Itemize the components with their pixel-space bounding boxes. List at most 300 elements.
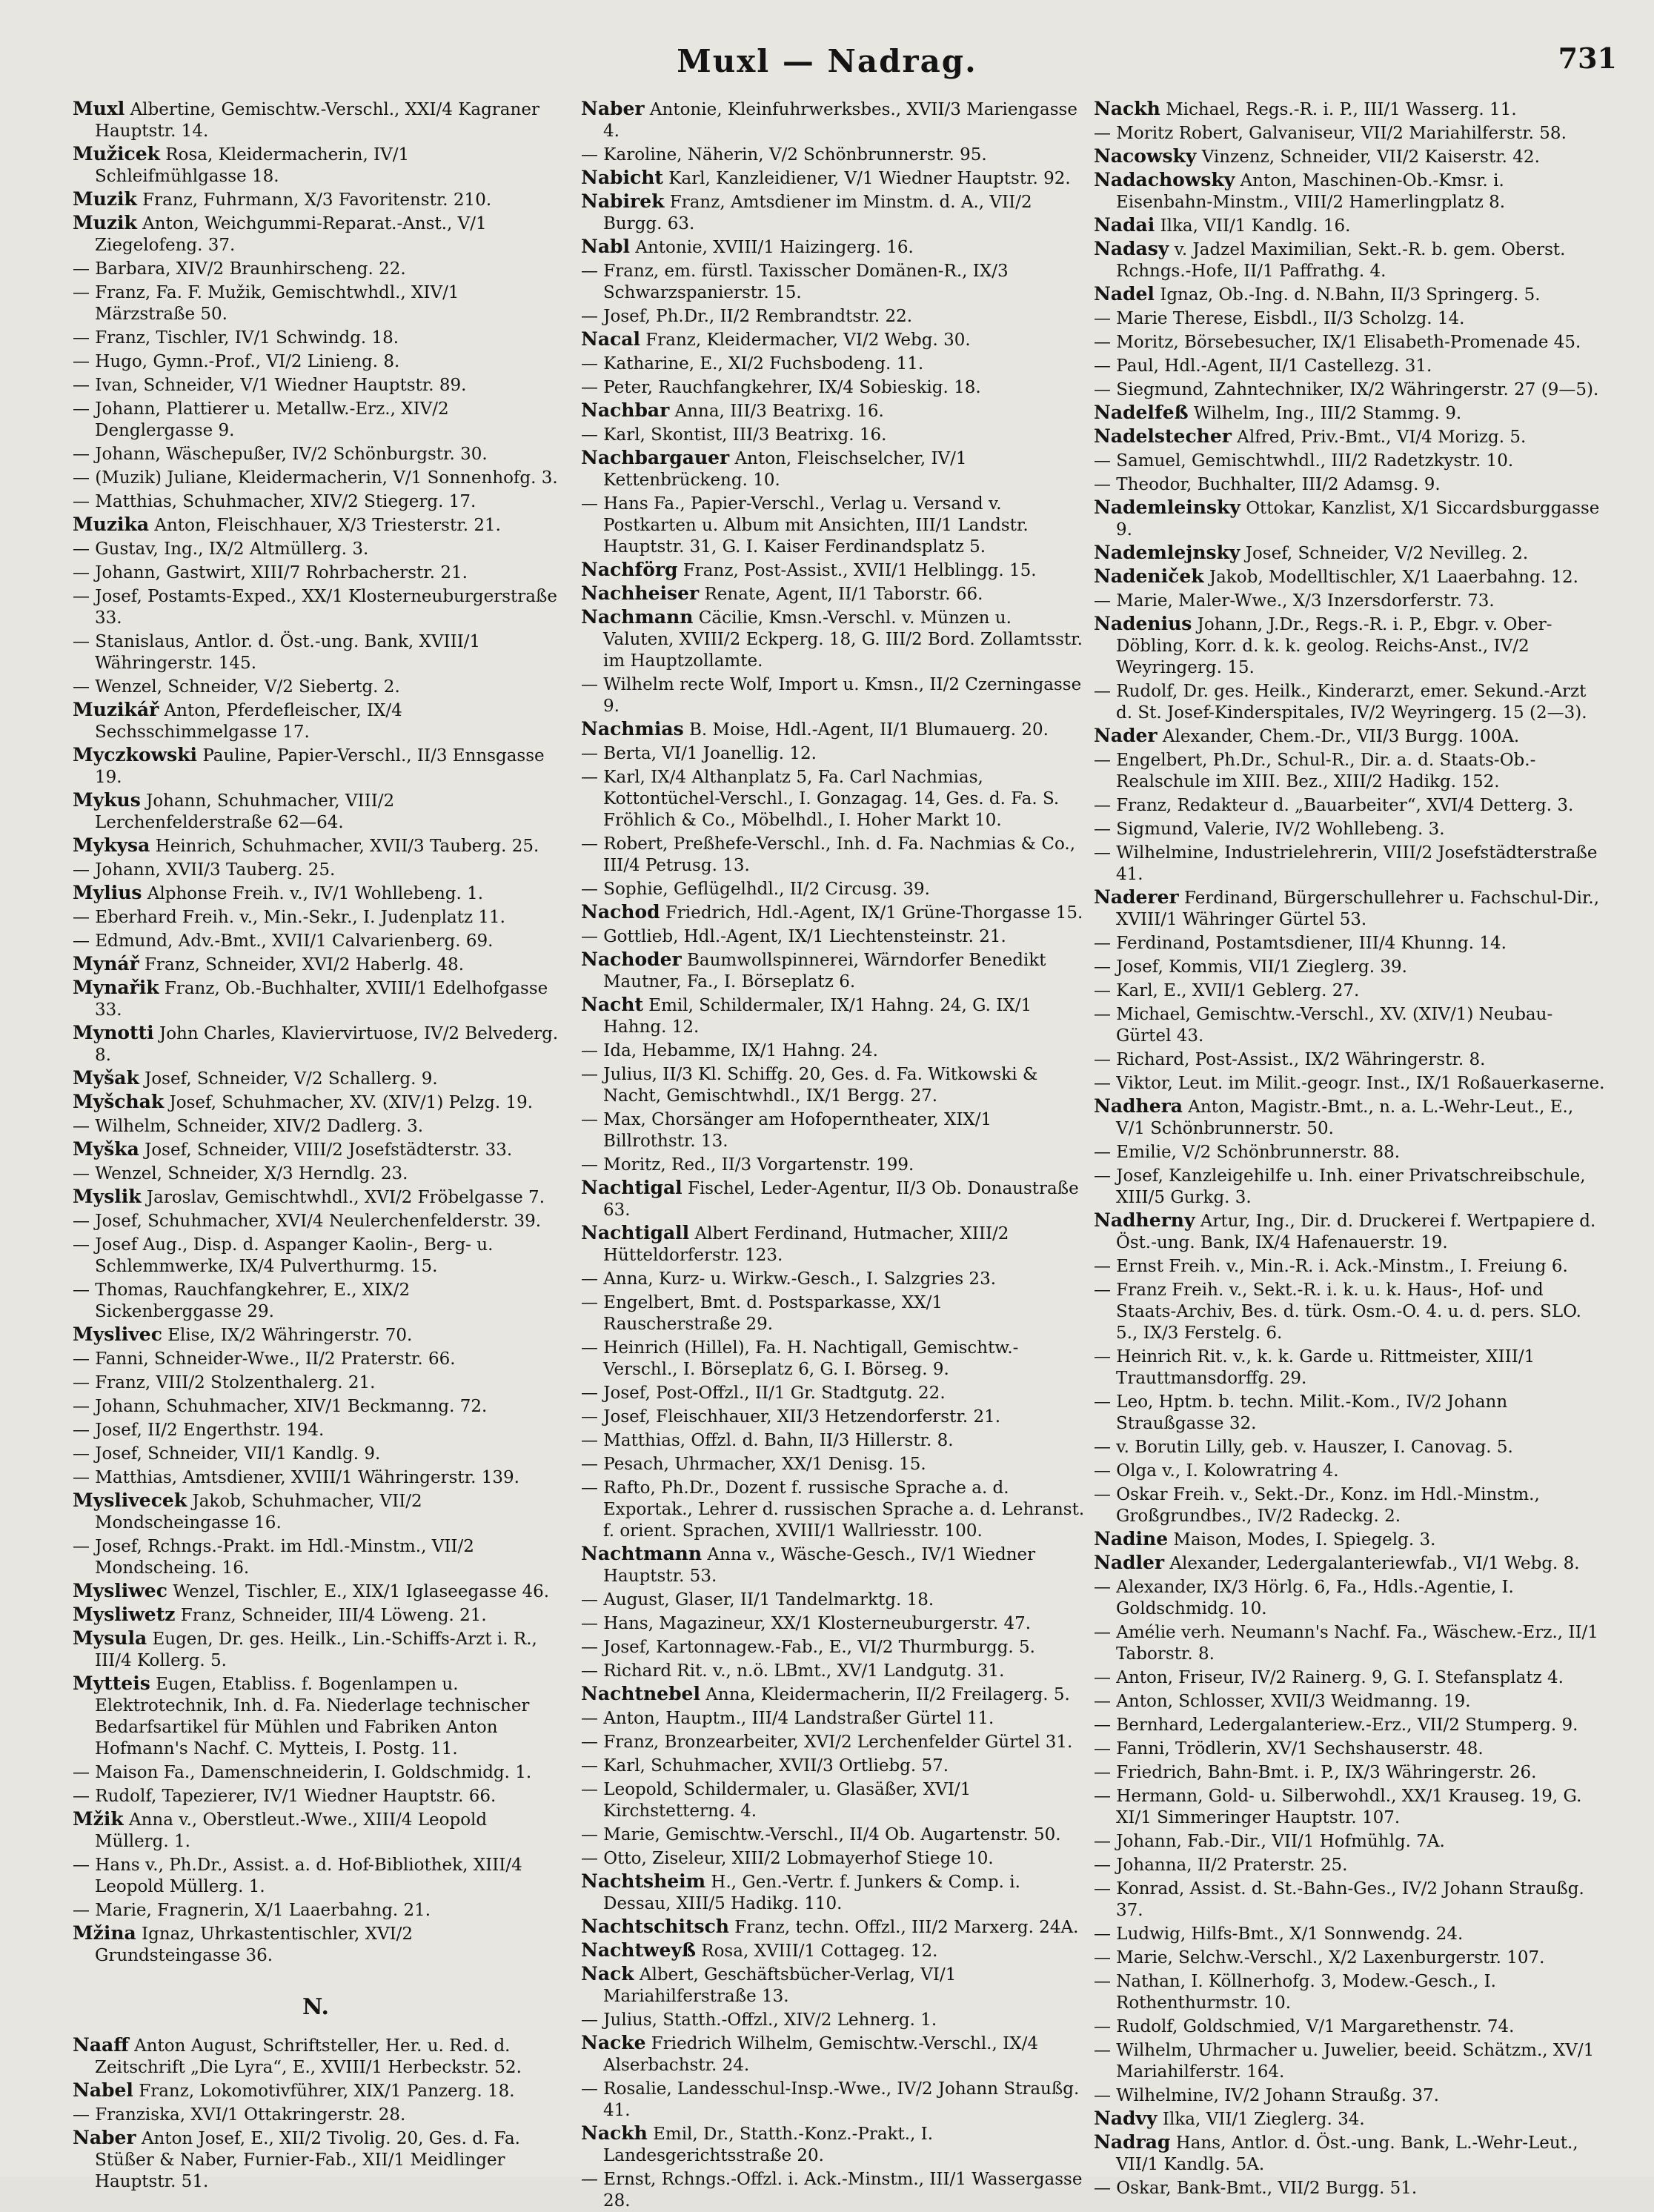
entry-details: — Johann, Plattierer u. Metallw.-Erz., XIV/2 Denglergasse 9.	[73, 399, 449, 440]
directory-entry	[1094, 1095, 1605, 1140]
directory-entry	[1094, 817, 1605, 840]
entry-details: Jakob, Schuhmacher, VII/2 Mondscheingasse 16.	[95, 1492, 422, 1532]
directory-entry	[581, 1063, 1085, 1107]
directory-entry	[581, 765, 1085, 831]
directory-entry	[581, 1222, 1085, 1266]
entry-details: — Josef, Kanzleigehilfe u. Inh. einer Privatschreibschule, XIII/5 Gurkg. 3.	[1094, 1166, 1586, 1207]
entry-details: John Charles, Klaviervirtuose, IV/2 Belvederg. 8.	[95, 1024, 559, 1065]
directory-entry	[581, 1612, 1085, 1635]
directory-entry	[73, 281, 559, 325]
directory-entry	[73, 490, 559, 513]
directory-entry	[1094, 1877, 1605, 1922]
entry-details: — August, Glaser, II/1 Tandelmarktg. 18.	[581, 1590, 934, 1610]
entry-surname: Naber	[581, 98, 645, 119]
entry-details: — Franziska, XVI/1 Ottakringerstr. 28.	[73, 2105, 406, 2125]
entry-details: — Johann, Schuhmacher, XIV/1 Beckmanng. 72.	[73, 1397, 488, 1416]
entry-details: — Marie, Selchw.-Verschl., X/2 Laxenburgerstr. 107.	[1094, 1948, 1545, 1967]
directory-entry	[581, 447, 1085, 491]
entry-details: Anna v., Oberstleut.-Wwe., XIII/4 Leopold Müllerg. 1.	[95, 1810, 488, 1851]
directory-entry	[73, 561, 559, 584]
directory-entry	[1094, 283, 1605, 306]
directory-entry	[1094, 1666, 1605, 1689]
entry-details: — Josef, Kartonnagew.-Fab., E., VI/2 Thurmburgg. 5.	[581, 1638, 1035, 1657]
entry-details: Anna, Kleidermacherin, II/2 Freilagerg. 5.	[700, 1685, 1070, 1704]
entry-surname: Nackh	[581, 2122, 648, 2144]
entry-surname: Nadhera	[1094, 1095, 1183, 1117]
directory-entry	[73, 1442, 559, 1465]
directory-entry	[581, 1452, 1085, 1475]
entry-details: — Peter, Rauchfangkehrer, IX/4 Sobieskig. 18.	[581, 378, 981, 397]
directory-entry	[1094, 725, 1605, 748]
entry-details: — Anna, Kurz- u. Wirkw.-Gesch., I. Salzgries 23.	[581, 1269, 997, 1289]
entry-details: Franz, Schneider, III/4 Löweng. 21.	[175, 1606, 487, 1625]
entry-surname: Muxl	[73, 98, 125, 119]
directory-entry	[581, 606, 1085, 672]
entry-surname: Nadenius	[1094, 613, 1192, 634]
directory-entry	[73, 1604, 559, 1627]
entry-details: Emil, Schildermaler, IX/1 Hahng. 24, G. IX/1 Hahng. 12.	[603, 996, 1032, 1037]
entry-details: — Emilie, V/2 Schönbrunnerstr. 88.	[1094, 1143, 1401, 1162]
entry-surname: Nademleinsky	[1094, 496, 1240, 518]
entry-details: — Richard, Post-Assist., IX/2 Währingerstr. 8.	[1094, 1050, 1486, 1069]
directory-entry	[1094, 1528, 1605, 1551]
directory-entry	[581, 2008, 1085, 2031]
entry-surname: Nachförg	[581, 559, 678, 580]
directory-entry	[73, 744, 559, 788]
entry-details: Johann, Schuhmacher, VIII/2 Lerchenfelderstraße 62—64.	[95, 791, 395, 832]
entry-details: Rosa, Kleidermacherin, IV/1 Schleifmühlgasse 18.	[95, 145, 410, 186]
entry-details: — Heinrich Rit. v., k. k. Garde u. Rittmeister, XIII/1 Trauttmansdorffg. 29.	[1094, 1347, 1535, 1388]
directory-entry	[581, 190, 1085, 235]
directory-entry	[1094, 1390, 1605, 1435]
directory-entry	[581, 994, 1085, 1038]
directory-entry	[1094, 1072, 1605, 1095]
entry-details: Franz, Fuhrmann, X/3 Favoritenstr. 210.	[136, 190, 492, 210]
entry-surname: Nachtnebel	[581, 1683, 700, 1704]
directory-entry	[1094, 331, 1605, 353]
entry-details: Baumwollspinnerei, Wärndorfer Benedikt Mautner, Fa., I. Börseplatz 6.	[603, 951, 1046, 992]
directory-entry	[1094, 565, 1605, 588]
entry-surname: Mužicek	[73, 143, 160, 165]
entry-details: — Engelbert, Bmt. d. Postsparkasse, XX/1 Rauscherstraße 29.	[581, 1293, 943, 1334]
entry-surname: Mykus	[73, 789, 141, 811]
directory-entry	[581, 1916, 1085, 1939]
directory-entry	[1094, 449, 1605, 472]
entry-details: — Samuel, Gemischtwhdl., III/2 Radetzkystr. 10.	[1094, 451, 1514, 471]
entry-details: — Hans Fa., Papier-Verschl., Verlag u. Versand v. Postkarten u. Album mit Ansichten, III/1 Landstr. Hauptstr. 31, G. I. Kaiser Ferdinandsplatz 5.	[581, 494, 1029, 557]
directory-entry	[581, 1730, 1085, 1753]
entry-surname: Nadvy	[1094, 2108, 1158, 2129]
entry-details: Albert Ferdinand, Hutmacher, XIII/2 Hütteldorferstr. 123.	[603, 1224, 1009, 1265]
entry-details: Anton Josef, E., XII/2 Tivolig. 20, Ges. d. Fa. Stüßer & Naber, Furnier-Fab., XII/1 Meidlinger Hauptstr. 51.	[95, 2129, 520, 2191]
directory-entry	[581, 877, 1085, 900]
entry-details: — Marie Therese, Eisbdl., II/3 Scholzg. 14.	[1094, 309, 1465, 328]
entry-surname: Nadelfeß	[1094, 402, 1189, 423]
directory-entry	[1094, 1830, 1605, 1853]
entry-surname: Nachtschitsch	[581, 1916, 729, 1937]
directory-entry	[581, 1939, 1085, 1962]
entry-surname: Nachoder	[581, 949, 682, 970]
entry-details: — Hans, Magazineur, XX/1 Klosterneuburgerstr. 47.	[581, 1614, 1032, 1633]
directory-entry	[581, 673, 1085, 717]
entry-details: Friedrich, Hdl.-Agent, IX/1 Grüne-Thorgasse 15.	[660, 903, 1083, 923]
directory-entry	[1094, 613, 1605, 679]
entry-details: — Josef, Ph.Dr., II/2 Rembrandtstr. 22.	[581, 307, 913, 326]
directory-entry	[581, 2122, 1085, 2167]
entry-details: — Matthias, Offzl. d. Bahn, II/3 Hillerstr. 8.	[581, 1431, 954, 1450]
entry-details: Rosa, XVIII/1 Cottageg. 12.	[695, 1942, 938, 1961]
entry-details: Anton, Weichgummi-Reparat.-Anst., V/1 Ziegelofeng. 37.	[95, 214, 487, 255]
entry-details: Ignaz, Uhrkastentischler, XVI/2 Grundsteingasse 36.	[95, 1924, 414, 1965]
entry-details: — Josef, Kommis, VII/1 Zieglerg. 39.	[1094, 957, 1407, 977]
entry-details: — Wenzel, Schneider, X/3 Herndlg. 23.	[73, 1164, 408, 1183]
directory-entry	[1094, 425, 1605, 448]
entry-details: — Siegmund, Zahntechniker, IX/2 Währingerstr. 27 (9—5).	[1094, 380, 1599, 399]
entry-details: — Barbara, XIV/2 Braunhirscheng. 22.	[73, 259, 406, 279]
entry-surname: Nadler	[1094, 1552, 1165, 1573]
entry-details: — Berta, VI/1 Joanellig. 12.	[581, 744, 817, 763]
entry-details: — Johanna, II/2 Praterstr. 25.	[1094, 1856, 1348, 1875]
entry-details: v. Jadzel Maximilian, Sekt.-R. b. gem. Oberst. Rchngs.-Hofe, II/1 Paffrathg. 4.	[1116, 240, 1566, 281]
directory-entry	[73, 585, 559, 629]
entry-details: — Otto, Ziseleur, XIII/2 Lobmayerhof Stiege 10.	[581, 1849, 994, 1868]
page-header-title: Muxl — Nadrag.	[677, 43, 977, 79]
entry-details: — Rudolf, Tapezierer, IV/1 Wiedner Hauptstr. 66.	[73, 1787, 496, 1806]
entry-surname: Nadrag	[1094, 2131, 1171, 2153]
entry-details: — Leo, Hptm. b. techn. Milit.-Kom., IV/2 Johann Straußgasse 32.	[1094, 1392, 1508, 1433]
entry-details: — Moritz, Börsebesucher, IX/1 Elisabeth-Promenade 45.	[1094, 333, 1581, 352]
entry-details: — Thomas, Rauchfangkehrer, E., XIX/2 Sickenberggasse 29.	[73, 1281, 411, 1321]
directory-entry	[73, 1233, 559, 1278]
entry-details: Vinzenz, Schneider, VII/2 Kaiserstr. 42.	[1196, 147, 1540, 167]
directory-entry	[73, 1853, 559, 1898]
entry-details: — Matthias, Amtsdiener, XVIII/1 Währingerstr. 139.	[73, 1468, 519, 1487]
entry-details: Alphonse Freih. v., IV/1 Wohllebeng. 1.	[142, 884, 484, 903]
directory-entry	[73, 1580, 559, 1603]
entry-details: — Stanislaus, Antlor. d. Öst.-ung. Bank, XVIII/1 Währingerstr. 145.	[73, 632, 481, 673]
entry-surname: Mysliwec	[73, 1580, 167, 1601]
entry-details: Ignaz, Ob.-Ing. d. N.Bahn, II/3 Springerg. 5.	[1154, 285, 1541, 305]
entry-details: — Wenzel, Schneider, V/2 Siebertg. 2.	[73, 677, 400, 697]
directory-entry	[73, 2034, 559, 2079]
directory-entry	[1094, 1278, 1605, 1344]
directory-entry	[1094, 1853, 1605, 1876]
directory-entry	[581, 328, 1085, 351]
entry-details: — Oskar Freih. v., Sekt.-Dr., Konz. im Hdl.-Minstm., Großgrundbes., IV/2 Radeckg. 2.	[1094, 1485, 1540, 1526]
entry-details: — Marie, Gemischtw.-Verschl., II/4 Ob. Augartenstr. 50.	[581, 1825, 1061, 1844]
entry-details: — Gottlieb, Hdl.-Agent, IX/1 Liechtensteinstr. 21.	[581, 927, 1006, 946]
directory-entry	[1094, 1459, 1605, 1482]
entry-surname: Nachtigal	[581, 1177, 682, 1198]
entry-details: B. Moise, Hdl.-Agent, II/1 Blumauerg. 20.	[683, 720, 1049, 740]
directory-entry	[581, 352, 1085, 375]
entry-surname: Myšak	[73, 1067, 139, 1089]
entry-details: Antonie, XVIII/1 Haizingerg. 16.	[630, 238, 914, 257]
directory-entry	[581, 1588, 1085, 1611]
directory-entry	[1094, 1713, 1605, 1736]
directory-entry	[73, 1418, 559, 1441]
entry-details: — Wilhelm recte Wolf, Import u. Kmsn., II/2 Czerningasse 9.	[581, 675, 1082, 716]
entry-details: — Katharine, E., XI/2 Fuchsbodeng. 11.	[581, 354, 924, 373]
directory-entry	[581, 1754, 1085, 1777]
directory-entry	[1094, 1048, 1605, 1071]
entry-surname: Mykysa	[73, 834, 150, 856]
directory-entry	[73, 1091, 559, 1114]
entry-surname: Myslivec	[73, 1323, 162, 1345]
entry-details: — Leopold, Schildermaler, u. Glasäßer, XVI/1 Kirchstetterng. 4.	[581, 1780, 972, 1821]
entry-details: H., Gen.-Vertr. f. Junkers & Comp. i. Dessau, XIII/5 Hadikg. 110.	[603, 1873, 1020, 1913]
entry-details: — Rafto, Ph.Dr., Dozent f. russische Sprache a. d. Exportak., Lehrer d. russischen Sprache a. d. Lehranst. f. orient. Sprachen, XVIII/1 Wallriesstr. 100.	[581, 1478, 1085, 1541]
directory-entry	[1094, 1483, 1605, 1527]
entry-details: Wenzel, Tischler, E., XIX/1 Iglaseegasse 46.	[167, 1582, 550, 1601]
directory-entry	[1094, 1575, 1605, 1620]
directory-entry	[1094, 1690, 1605, 1713]
directory-column-2	[581, 98, 1085, 2211]
entry-details: Maison, Modes, I. Spiegelg. 3.	[1168, 1530, 1436, 1550]
entry-details: — Ernst, Rchngs.-Offzl. i. Ack.-Minstm., III/1 Wassergasse 28.	[581, 2170, 1083, 2211]
entry-details: — Hermann, Gold- u. Silberwohdl., XX/1 Krauseg. 19, G. XI/1 Simmeringer Hauptstr. 107.	[1094, 1787, 1582, 1827]
entry-details: — Josef, Fleischhauer, XII/3 Hetzendorferstr. 21.	[581, 1407, 1001, 1426]
directory-entry	[581, 1405, 1085, 1428]
entry-details: — Theodor, Buchhalter, III/2 Adamsg. 9.	[1094, 475, 1441, 494]
directory-entry	[1094, 1345, 1605, 1389]
directory-entry	[73, 834, 559, 857]
entry-details: — Marie, Fragnerin, X/1 Laaerbahng. 21.	[73, 1901, 431, 1920]
entry-surname: Myslivecek	[73, 1489, 187, 1511]
entry-details: Jakob, Modelltischler, X/1 Laaerbahng. 12.	[1203, 568, 1578, 587]
directory-entry	[1094, 542, 1605, 565]
entry-surname: Nachtmann	[581, 1543, 703, 1564]
entry-surname: Nabel	[73, 2079, 133, 2101]
entry-surname: Mžik	[73, 1808, 124, 1830]
entry-surname: Nachtsheim	[581, 1870, 706, 1892]
entry-details: Franz, Amtsdiener im Minstm. d. A., VII/2 Burgg. 63.	[603, 193, 1032, 233]
directory-entry	[581, 1543, 1085, 1587]
entry-details: Heinrich, Schuhmacher, XVII/3 Tauberg. 25.	[150, 837, 539, 856]
entry-details: Alfred, Priv.-Bmt., VI/4 Morizg. 5.	[1231, 428, 1527, 447]
entry-surname: Muzik	[73, 212, 137, 233]
entry-details: — Hugo, Gymn.-Prof., VI/2 Linieng. 8.	[73, 352, 400, 371]
directory-entry	[1094, 589, 1605, 612]
entry-details: — Karl, E., XVII/1 Geblerg. 27.	[1094, 981, 1360, 1000]
entry-details: — Paul, Hdl.-Agent, II/1 Castellezg. 31.	[1094, 356, 1432, 376]
directory-entry	[1094, 1621, 1605, 1665]
entry-surname: Nachbar	[581, 399, 670, 421]
directory-entry	[1094, 794, 1605, 817]
entry-details: — Rosalie, Landesschul-Insp.-Wwe., IV/2 Johann Straußg. 41.	[581, 2079, 1080, 2120]
directory-entry	[581, 423, 1085, 446]
directory-entry	[1094, 2131, 1605, 2176]
entry-surname: Nackh	[1094, 98, 1160, 119]
directory-entry	[73, 1371, 559, 1394]
entry-details: — Johann, Wäschepußer, IV/2 Schönburgstr. 30.	[73, 445, 488, 464]
directory-entry	[581, 925, 1085, 948]
directory-entry	[581, 1336, 1085, 1381]
entry-surname: Nabicht	[581, 167, 663, 188]
entry-details: Franz, Ob.-Buchhalter, XVIII/1 Edelhofgasse 33.	[95, 979, 548, 1020]
entry-details: — Franz, Redakteur d. „Bauarbeiter“, XVI/4 Detterg. 3.	[1094, 796, 1574, 815]
directory-entry	[581, 582, 1085, 605]
entry-details: — Alexander, IX/3 Hörlg. 6, Fa., Hdls.-Agentie, I. Goldschmidg. 10.	[1094, 1578, 1514, 1618]
entry-details: — Franz, Bronzearbeiter, XVI/2 Lerchenfelder Gürtel 31.	[581, 1733, 1073, 1752]
directory-entry	[73, 953, 559, 976]
directory-entry	[1094, 354, 1605, 377]
directory-entry	[73, 466, 559, 489]
directory-entry	[73, 1067, 559, 1090]
entry-surname: Myška	[73, 1138, 139, 1160]
entry-details: Wilhelm, Ing., III/2 Stammg. 9.	[1188, 404, 1462, 423]
entry-details: Friedrich Wilhelm, Gemischtw.-Verschl., IX/4 Alserbachstr. 24.	[603, 2034, 1038, 2075]
entry-details: Anna, III/3 Beatrixg. 16.	[669, 402, 884, 421]
directory-entry	[1094, 841, 1605, 886]
entry-surname: Naaff	[73, 2034, 129, 2056]
entry-details: — Franz, VIII/2 Stolzenthalerg. 21.	[73, 1373, 376, 1392]
entry-details: Franz, techn. Offzl., III/2 Marxerg. 24A.	[729, 1918, 1079, 1937]
directory-entry	[581, 1707, 1085, 1730]
entry-surname: Nadelstecher	[1094, 425, 1232, 447]
entry-details: Franz, Lokomotivführer, XIX/1 Panzerg. 18.	[133, 2082, 515, 2101]
directory-entry	[1094, 1209, 1605, 1254]
directory-entry	[581, 1381, 1085, 1404]
entry-details: — Konrad, Assist. d. St.-Bahn-Ges., IV/2 Johann Straußg. 37.	[1094, 1879, 1584, 1920]
directory-entry	[581, 1635, 1085, 1658]
entry-surname: Nabl	[581, 236, 631, 257]
directory-entry	[1094, 378, 1605, 401]
directory-entry	[73, 537, 559, 560]
page-number: 731	[1558, 41, 1617, 75]
directory-entry	[581, 2032, 1085, 2076]
directory-entry	[1094, 2108, 1605, 2130]
entry-details: Elise, IX/2 Währingerstr. 70.	[162, 1326, 413, 1345]
directory-entry	[581, 399, 1085, 422]
directory-entry	[73, 442, 559, 465]
directory-entry	[73, 977, 559, 1021]
entry-surname: Nacal	[581, 328, 640, 350]
directory-entry	[581, 1870, 1085, 1915]
entry-details: — Franz, em. fürstl. Taxisscher Domänen-R., IX/3 Schwarzspanierstr. 15.	[581, 262, 1009, 302]
directory-entry	[73, 1808, 559, 1853]
directory-entry	[1094, 1552, 1605, 1575]
directory-entry	[1094, 169, 1605, 213]
directory-entry	[1094, 1761, 1605, 1784]
directory-entry	[1094, 1946, 1605, 1969]
directory-entry	[581, 376, 1085, 399]
directory-entry	[581, 2168, 1085, 2212]
entry-details: — Sophie, Geflügelhdl., II/2 Circusg. 39.	[581, 880, 930, 899]
entry-details: — Amélie verh. Neumann's Nachf. Fa., Wäschew.-Erz., II/1 Taborstr. 8.	[1094, 1623, 1598, 1664]
directory-entry	[73, 882, 559, 905]
directory-column-1	[73, 98, 559, 2191]
entry-details: — Anton, Schlosser, XVII/3 Weidmanng. 19.	[1094, 1692, 1471, 1711]
directory-entry	[73, 789, 559, 834]
directory-entry	[73, 2127, 559, 2193]
directory-entry	[73, 397, 559, 442]
entry-details: Ferdinand, Bürgerschullehrer u. Fachschul-Dir., XVIII/1 Währinger Gürtel 53.	[1116, 889, 1600, 929]
entry-details: Cäcilie, Kmsn.-Verschl. v. Münzen u. Valuten, XVIII/2 Eckperg. 18, G. III/2 Bord. Zollamtsstr. im Hauptzollamte.	[603, 608, 1083, 671]
directory-entry	[73, 514, 559, 537]
entry-details: — Ida, Hebamme, IX/1 Hahng. 24.	[581, 1041, 878, 1060]
entry-details: — (Muzik) Juliane, Kleidermacherin, V/1 Sonnenhofg. 3.	[73, 468, 558, 488]
directory-entry	[73, 2103, 559, 2126]
entry-details: Pauline, Papier-Verschl., II/3 Ennsgasse 19.	[95, 746, 545, 787]
directory-entry	[581, 718, 1085, 741]
directory-entry	[581, 1659, 1085, 1682]
directory-entry	[73, 350, 559, 373]
entry-details: — Josef, Schuhmacher, XVI/4 Neulerchenfelderstr. 39.	[73, 1212, 542, 1231]
entry-details: — Franz, Fa. F. Mužik, Gemischtwhdl., XIV/1 Märzstraße 50.	[73, 283, 459, 324]
entry-details: — Josef, Post-Offzl., II/1 Gr. Stadtgutg. 22.	[581, 1384, 946, 1403]
directory-entry	[581, 1963, 1085, 2007]
directory-entry	[581, 832, 1085, 877]
directory-entry	[73, 1627, 559, 1672]
directory-entry	[1094, 680, 1605, 724]
entry-details: — Olga v., I. Kolowratring 4.	[1094, 1461, 1339, 1481]
entry-details: Hans, Antlor. d. Öst.-ung. Bank, L.-Wehr-Leut., VII/1 Kandlg. 5A.	[1116, 2133, 1578, 2174]
directory-entry	[581, 1476, 1085, 1542]
entry-surname: Nachtigall	[581, 1222, 690, 1243]
directory-entry	[1094, 307, 1605, 330]
entry-details: — Josef, II/2 Engerthstr. 194.	[73, 1421, 325, 1440]
directory-entry	[73, 906, 559, 929]
entry-surname: Mytteis	[73, 1673, 150, 1694]
directory-entry	[581, 949, 1085, 993]
entry-details: — Max, Chorsänger am Hofoperntheater, XIX/1 Billrothstr. 13.	[581, 1110, 992, 1151]
directory-entry	[581, 236, 1085, 259]
entry-details: Franz, Post-Assist., XVII/1 Helblingg. 15.	[677, 561, 1037, 580]
entry-details: Karl, Kanzleidiener, V/1 Wiedner Hauptstr. 92.	[662, 169, 1071, 188]
entry-details: — Karl, Schuhmacher, XVII/3 Ortliebg. 57.	[581, 1756, 949, 1776]
directory-entry	[1094, 1255, 1605, 1278]
directory-entry	[73, 1209, 559, 1232]
directory-entry	[581, 492, 1085, 558]
directory-entry	[73, 1922, 559, 1967]
directory-entry	[581, 1153, 1085, 1176]
entry-details: — Franz, Tischler, IV/1 Schwindg. 18.	[73, 328, 399, 348]
entry-surname: Mynařik	[73, 977, 159, 998]
directory-entry	[1094, 886, 1605, 931]
entry-details: — Matthias, Schuhmacher, XIV/2 Stiegerg. 17.	[73, 492, 476, 511]
directory-entry	[581, 2077, 1085, 2122]
entry-surname: Muzika	[73, 514, 150, 535]
entry-details: Anton, Magistr.-Bmt., n. a. L.-Wehr-Leut., E., V/1 Schönbrunnerstr. 50.	[1116, 1097, 1574, 1138]
entry-details: — Nathan, I. Köllnerhofg. 3, Modew.-Gesch., I. Rothenthurmstr. 10.	[1094, 1972, 1496, 2013]
directory-entry	[73, 1278, 559, 1323]
entry-details: — Julius, Statth.-Offzl., XIV/2 Lehnerg. 1.	[581, 2010, 937, 2030]
entry-surname: Nadine	[1094, 1528, 1169, 1550]
entry-details: Albert, Geschäftsbücher-Verlag, VI/1 Mariahilferstraße 13.	[603, 1965, 957, 2006]
entry-details: — Ivan, Schneider, V/1 Wiedner Hauptstr. 89.	[73, 376, 467, 395]
directory-entry	[73, 858, 559, 881]
directory-entry	[1094, 748, 1605, 793]
entry-surname: Nadai	[1094, 214, 1155, 236]
entry-details: — Josef, Postamts-Exped., XX/1 Klosterneuburgerstraße 33.	[73, 587, 557, 628]
directory-entry	[581, 1267, 1085, 1290]
directory-entry	[73, 675, 559, 698]
directory-entry	[73, 98, 559, 142]
entry-details: — Josef, Schneider, VII/1 Kandlg. 9.	[73, 1444, 381, 1464]
directory-entry	[73, 212, 559, 256]
entry-details: — Richard Rit. v., n.ö. LBmt., XV/1 Landgutg. 31.	[581, 1661, 1005, 1681]
entry-details: — Oskar, Bank-Bmt., VII/2 Burgg. 51.	[1094, 2179, 1418, 2198]
entry-surname: Mysula	[73, 1627, 147, 1649]
directory-entry	[73, 1022, 559, 1066]
entry-details: Ilka, VII/1 Zieglerg. 34.	[1157, 2110, 1365, 2129]
entry-details: — Friedrich, Bahn-Bmt. i. P., IX/3 Währingerstr. 26.	[1094, 1763, 1537, 1782]
entry-surname: Nadeniček	[1094, 565, 1204, 587]
entry-surname: Muzikář	[73, 699, 159, 720]
directory-entry	[73, 1347, 559, 1370]
entry-surname: Myslik	[73, 1186, 142, 1207]
